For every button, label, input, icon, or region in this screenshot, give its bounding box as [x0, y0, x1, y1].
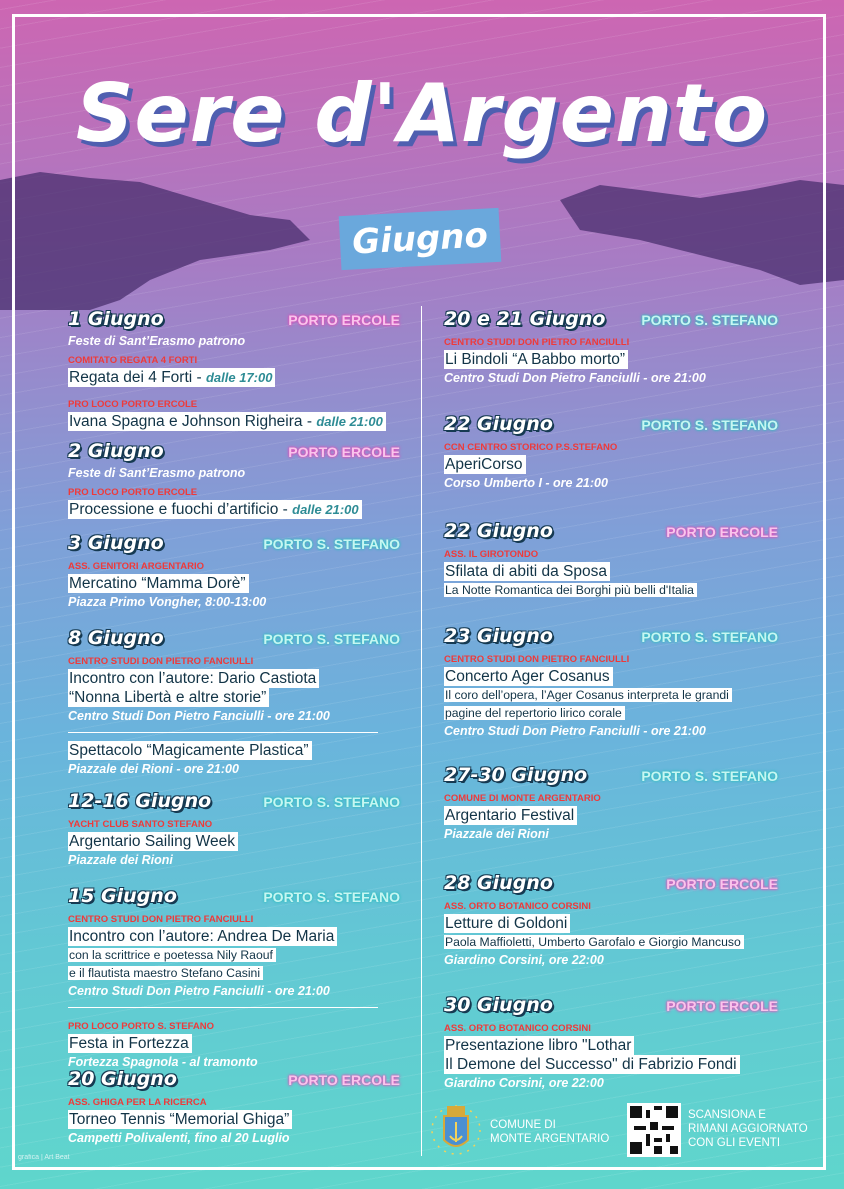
event-venue: Piazzale dei Rioni — [68, 853, 173, 867]
event-header — [68, 790, 400, 814]
event-block — [444, 625, 778, 740]
event-line — [68, 1129, 400, 1147]
event-block — [444, 872, 778, 969]
event-line — [68, 741, 400, 760]
event-line — [444, 686, 778, 704]
event-date: 23 Giugno — [444, 625, 553, 647]
event-title-text: Argentario Festival — [445, 807, 575, 824]
event-title — [444, 562, 610, 581]
event-organizer: CENTRO STUDI DON PIETRO FANCIULLI — [444, 654, 630, 665]
event-venue: Centro Studi Don Pietro Fanciulli - ore 21:00 — [444, 371, 706, 385]
event-location: PORTO S. STEFANO — [641, 312, 778, 328]
event-title — [444, 1055, 740, 1074]
event-location: PORTO ERCOLE — [288, 444, 400, 460]
event-block — [68, 308, 400, 431]
event-line — [444, 896, 778, 914]
event-line — [68, 593, 400, 611]
event-line — [68, 814, 400, 832]
event-venue: Fortezza Spagnola - al tramonto — [68, 1055, 258, 1069]
event-line — [444, 581, 778, 599]
event-block — [68, 532, 400, 611]
event-location: PORTO S. STEFANO — [263, 889, 400, 905]
event-line — [68, 964, 400, 982]
event-title — [444, 1036, 634, 1055]
event-title — [68, 1034, 192, 1053]
event-line — [444, 951, 778, 969]
event-line — [68, 482, 400, 500]
event-organizer: ASS. GHIGA PER LA RICERCA — [68, 1097, 207, 1108]
event-venue: Piazzale dei Rioni - ore 21:00 — [68, 762, 239, 776]
event-line — [444, 1074, 778, 1092]
event-line — [444, 933, 778, 951]
event-title — [68, 574, 249, 593]
event-location: PORTO ERCOLE — [666, 998, 778, 1014]
event-location: PORTO ERCOLE — [666, 876, 778, 892]
event-block — [68, 440, 400, 519]
event-line — [68, 1016, 400, 1034]
event-description: Paola Maffioletti, Umberto Garofalo e Giorgio Mancuso — [444, 935, 744, 949]
poster-title: Sere d'Argento — [75, 67, 769, 160]
separator-line — [68, 732, 378, 733]
event-line — [68, 412, 400, 431]
event-line — [444, 437, 778, 455]
event-venue: Centro Studi Don Pietro Fanciulli - ore 21:00 — [444, 724, 706, 738]
event-line — [68, 832, 400, 851]
event-title-text: Li Bindoli “A Babbo morto” — [445, 351, 626, 368]
event-date: 1 Giugno — [68, 308, 164, 330]
event-description: La Notte Romantica dei Borghi più belli d'Italia — [444, 583, 697, 597]
event-time: dalle 21:00 — [316, 414, 383, 429]
event-header — [68, 532, 400, 556]
event-organizer: PRO LOCO PORTO ERCOLE — [68, 399, 198, 410]
event-line — [68, 464, 400, 482]
event-venue: Campetti Polivalenti, fino al 20 Luglio — [68, 1131, 290, 1145]
event-location: PORTO S. STEFANO — [263, 536, 400, 552]
event-date: 3 Giugno — [68, 532, 164, 554]
event-description: Il coro dell’opera, l’Ager Cosanus interpreta le grandi — [444, 688, 732, 702]
event-header — [68, 885, 400, 909]
event-organizer: ASS. GENITORI ARGENTARIO — [68, 561, 205, 572]
event-title — [444, 914, 570, 933]
event-line — [68, 368, 400, 387]
event-location: PORTO S. STEFANO — [641, 417, 778, 433]
event-title-text: Torneo Tennis “Memorial Ghiga” — [69, 1111, 290, 1128]
event-title-text: Regata dei 4 Forti - — [69, 369, 206, 386]
event-title-text: Letture di Goldoni — [445, 915, 568, 932]
event-location: PORTO S. STEFANO — [263, 631, 400, 647]
event-description: pagine del repertorio lirico corale — [444, 706, 625, 720]
event-date: 20 e 21 Giugno — [444, 308, 606, 330]
event-title — [68, 412, 386, 431]
event-line — [444, 1055, 778, 1074]
event-line — [68, 927, 400, 946]
event-title — [444, 806, 577, 825]
event-header — [444, 520, 778, 544]
event-location: PORTO S. STEFANO — [641, 768, 778, 784]
coat-of-arms-icon — [430, 1102, 482, 1158]
event-venue: Giardino Corsini, ore 22:00 — [444, 953, 604, 967]
event-date: 22 Giugno — [444, 520, 553, 542]
municipality-name — [490, 1118, 609, 1146]
event-title-text: Presentazione libro "Lothar — [445, 1037, 632, 1054]
event-date: 27-30 Giugno — [444, 764, 588, 786]
event-date: 15 Giugno — [68, 885, 177, 907]
event-line — [68, 394, 400, 412]
event-block — [68, 885, 400, 1071]
event-venue: Centro Studi Don Pietro Fanciulli - ore 21:00 — [68, 709, 330, 723]
event-title-text: AperiCorso — [445, 456, 523, 473]
event-date: 8 Giugno — [68, 627, 164, 649]
spacer — [68, 387, 400, 394]
event-header — [68, 627, 400, 651]
event-line — [68, 982, 400, 1000]
event-title — [68, 832, 238, 851]
event-line — [444, 369, 778, 387]
event-organizer: CENTRO STUDI DON PIETRO FANCIULLI — [444, 337, 630, 348]
qr-caption-line: SCANSIONA E — [688, 1109, 766, 1121]
event-block — [68, 627, 400, 778]
event-title — [68, 741, 312, 760]
event-organizer: YACHT CLUB SANTO STEFANO — [68, 819, 213, 830]
event-title-text: “Nonna Libertà e altre storie” — [69, 689, 267, 706]
event-title-text: Sfilata di abiti da Sposa — [445, 563, 607, 580]
event-venue: Giardino Corsini, ore 22:00 — [444, 1076, 604, 1090]
event-block — [444, 308, 778, 387]
event-venue: Piazzale dei Rioni — [444, 827, 549, 841]
event-title — [68, 500, 362, 519]
event-line — [68, 1110, 400, 1129]
event-title — [444, 455, 526, 474]
event-header — [444, 764, 778, 788]
event-title — [68, 927, 337, 946]
event-organizer: CENTRO STUDI DON PIETRO FANCIULLI — [68, 914, 254, 925]
event-title-text: Incontro con l’autore: Dario Castiota — [69, 670, 317, 687]
event-title-text: Incontro con l’autore: Andrea De Maria — [69, 928, 335, 945]
event-block — [68, 1068, 400, 1147]
event-location: PORTO S. STEFANO — [641, 629, 778, 645]
event-line — [68, 946, 400, 964]
event-organizer: CCN CENTRO STORICO P.S.STEFANO — [444, 442, 618, 453]
event-title-text: Festa in Fortezza — [69, 1035, 189, 1052]
event-block — [68, 790, 400, 869]
event-date: 28 Giugno — [444, 872, 553, 894]
event-line — [68, 574, 400, 593]
event-title — [68, 669, 319, 688]
event-description: con la scrittrice e poetessa Nily Raouf — [68, 948, 276, 962]
event-time: dalle 17:00 — [205, 370, 273, 385]
event-line — [444, 825, 778, 843]
separator-line — [68, 1007, 378, 1008]
event-title — [68, 368, 275, 387]
event-title-text: Spettacolo “Magicamente Plastica” — [69, 742, 309, 759]
event-line — [68, 688, 400, 707]
event-block — [444, 994, 778, 1092]
event-note: Feste di Sant’Erasmo patrono — [68, 466, 246, 480]
event-block — [444, 764, 778, 843]
event-organizer: ASS. IL GIROTONDO — [444, 549, 539, 560]
municipality-line: MONTE ARGENTARIO — [490, 1133, 610, 1145]
event-venue: Centro Studi Don Pietro Fanciulli - ore 21:00 — [68, 984, 330, 998]
event-line — [68, 851, 400, 869]
event-line — [444, 562, 778, 581]
event-date: 20 Giugno — [68, 1068, 177, 1090]
qr-caption-line: CON GLI EVENTI — [688, 1137, 781, 1149]
event-title — [444, 667, 613, 686]
event-venue: Corso Umberto I - ore 21:00 — [444, 476, 608, 490]
event-line — [68, 669, 400, 688]
event-line — [444, 474, 778, 492]
event-organizer: PRO LOCO PORTO ERCOLE — [68, 487, 198, 498]
event-title — [68, 1110, 292, 1129]
event-line — [444, 914, 778, 933]
event-date: 30 Giugno — [444, 994, 553, 1016]
event-header — [444, 308, 778, 332]
event-line — [444, 649, 778, 667]
design-credit: grafica | Art Beat — [18, 1154, 70, 1161]
event-line — [444, 544, 778, 562]
event-block — [444, 520, 778, 599]
event-title-text: Processione e fuochi d’artificio - — [69, 501, 293, 518]
event-line — [444, 806, 778, 825]
event-date: 2 Giugno — [68, 440, 164, 462]
event-header — [68, 1068, 400, 1092]
event-title-text: Argentario Sailing Week — [69, 833, 235, 850]
event-line — [444, 1018, 778, 1036]
event-title — [68, 688, 269, 707]
event-line — [68, 332, 400, 350]
event-organizer: PRO LOCO PORTO S. STEFANO — [68, 1021, 215, 1032]
event-line — [68, 350, 400, 368]
event-block — [444, 413, 778, 492]
event-note: Feste di Sant’Erasmo patrono — [68, 334, 246, 348]
event-location: PORTO ERCOLE — [288, 312, 400, 328]
event-line — [68, 909, 400, 927]
event-line — [68, 707, 400, 725]
event-line — [444, 704, 778, 722]
event-line — [444, 667, 778, 686]
event-header — [444, 994, 778, 1018]
event-title — [444, 350, 628, 369]
event-organizer: ASS. ORTO BOTANICO CORSINI — [444, 1023, 591, 1034]
event-header — [444, 413, 778, 437]
event-header — [68, 308, 400, 332]
event-title-text: Mercatino “Mamma Dorè” — [69, 575, 246, 592]
event-title-text: Concerto Ager Cosanus — [445, 668, 610, 685]
event-organizer: COMITATO REGATA 4 FORTI — [68, 355, 198, 366]
event-line — [444, 350, 778, 369]
event-date: 12-16 Giugno — [68, 790, 212, 812]
event-line — [68, 651, 400, 669]
event-line — [444, 1036, 778, 1055]
event-line — [68, 500, 400, 519]
event-time: dalle 21:00 — [292, 502, 359, 517]
event-title-text: Ivana Spagna e Johnson Righeira - — [69, 413, 317, 430]
event-line — [444, 455, 778, 474]
event-line — [68, 1034, 400, 1053]
qr-caption-line: RIMANI AGGIORNATO — [688, 1123, 808, 1135]
event-location: PORTO ERCOLE — [666, 524, 778, 540]
event-venue: Piazza Primo Vongher, 8:00-13:00 — [68, 595, 267, 609]
event-organizer: CENTRO STUDI DON PIETRO FANCIULLI — [68, 656, 254, 667]
event-line — [444, 788, 778, 806]
event-location: PORTO ERCOLE — [288, 1072, 400, 1088]
event-line — [444, 722, 778, 740]
qr-caption — [688, 1108, 808, 1150]
event-line — [444, 332, 778, 350]
event-header — [68, 440, 400, 464]
event-date: 22 Giugno — [444, 413, 553, 435]
column-divider — [421, 306, 422, 1156]
event-description: e il flautista maestro Stefano Casini — [68, 966, 263, 980]
event-line — [68, 1092, 400, 1110]
municipality-line: COMUNE DI — [490, 1119, 556, 1131]
event-header — [444, 625, 778, 649]
event-organizer: ASS. ORTO BOTANICO CORSINI — [444, 901, 591, 912]
event-location: PORTO S. STEFANO — [263, 794, 400, 810]
month-badge: Giugno — [339, 208, 502, 270]
qr-code-icon[interactable] — [627, 1103, 681, 1157]
event-title-text: Il Demone del Successo" di Fabrizio Fondi — [445, 1056, 737, 1073]
event-header — [444, 872, 778, 896]
event-line — [68, 760, 400, 778]
event-line — [68, 556, 400, 574]
event-organizer: COMUNE DI MONTE ARGENTARIO — [444, 793, 601, 804]
